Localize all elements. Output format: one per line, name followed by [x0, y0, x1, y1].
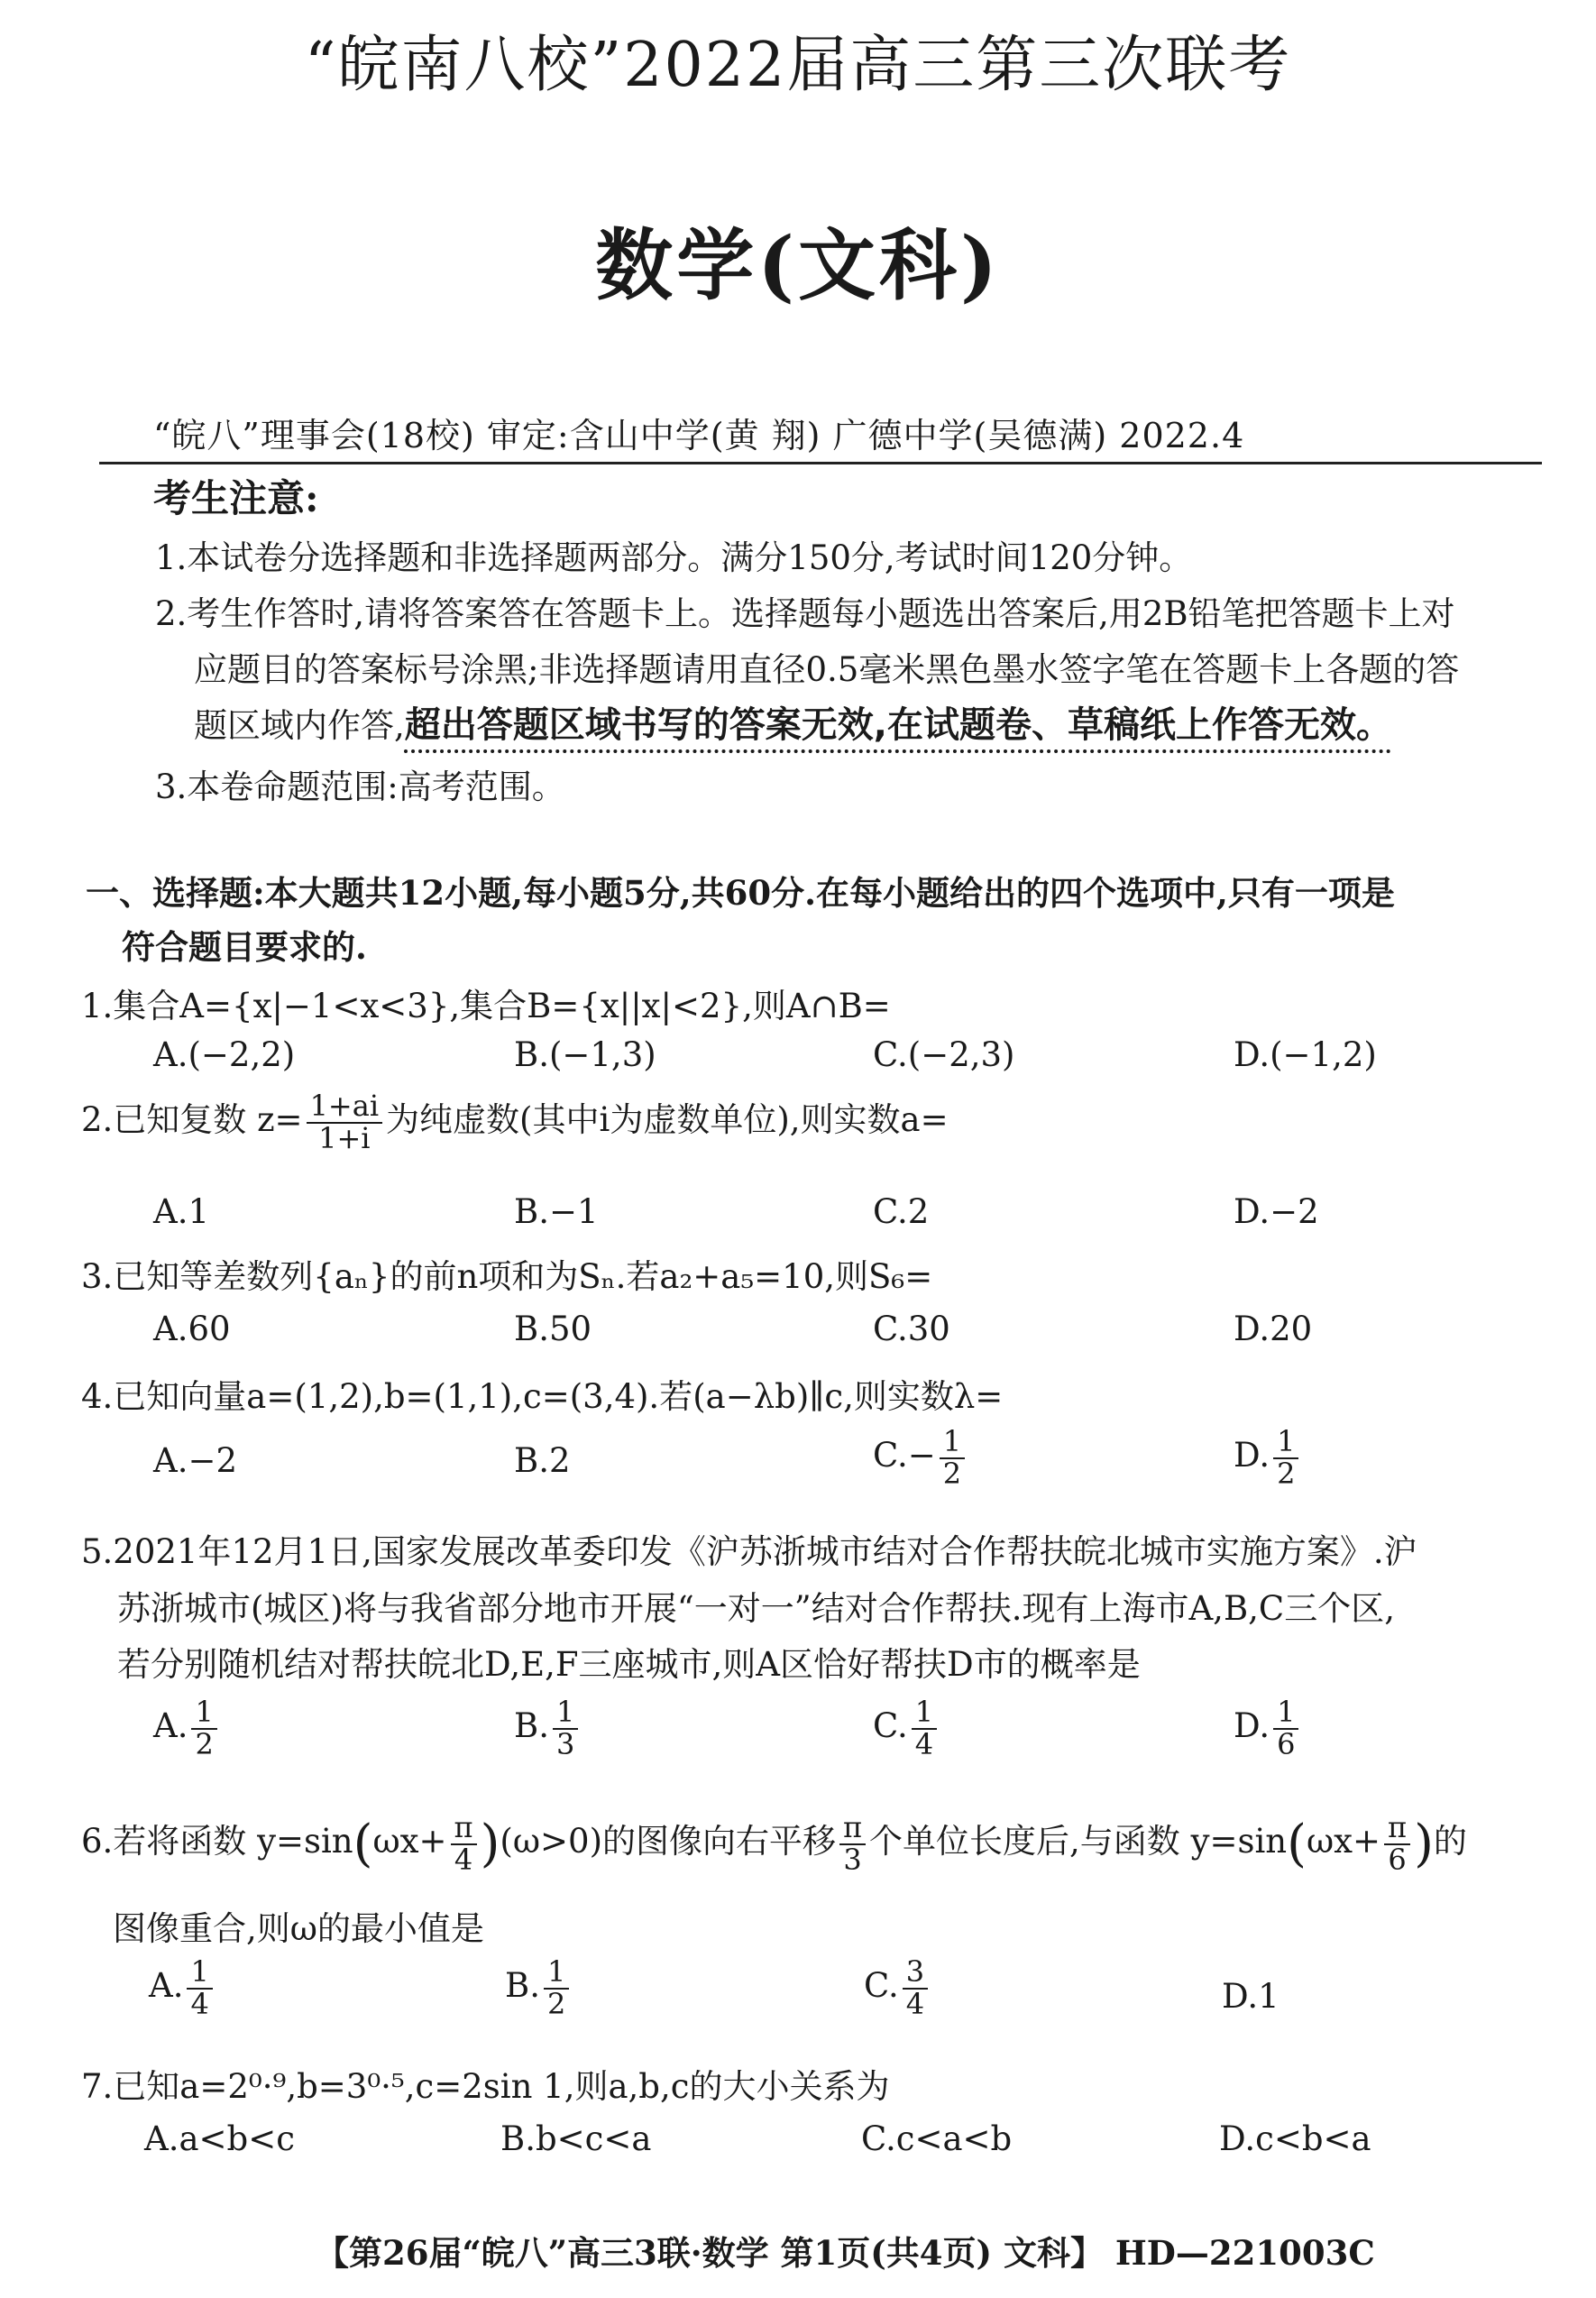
q5-option-a	[153, 1697, 221, 1760]
q5-option-b-label: B.	[514, 1706, 549, 1746]
q6-option-c	[864, 1954, 931, 2021]
q7-option-b: B.b<c<a	[500, 2119, 652, 2158]
header-rule	[99, 462, 1542, 464]
q6-option-a	[149, 1954, 216, 2021]
q6-option-b-denominator: 2	[546, 1986, 566, 2021]
q5-option-a-fraction	[191, 1697, 216, 1760]
notice-emphasis: 超出答题区域书写的答案无效,在试题卷、草稿纸上作答无效。	[404, 704, 1392, 746]
q2-stem-pre: 2.已知复数 z=	[81, 1100, 303, 1140]
q4-option-c-label: C.−	[873, 1436, 936, 1475]
q6-option-c-numerator: 3	[903, 1957, 928, 1990]
q5-option-c-numerator: 1	[912, 1697, 937, 1730]
q2-option-b: B.−1	[514, 1192, 599, 1231]
q4-option-d	[1234, 1424, 1302, 1491]
page-footer: 【第26届“皖八”高三3联·数学 第1页(共4页) 文科】 HD—221003C	[316, 2233, 1375, 2273]
q6-stem-part2: ωx+	[372, 1822, 447, 1861]
q2-option-d: D.−2	[1234, 1192, 1319, 1231]
q6-fraction-2-denominator: 3	[843, 1842, 862, 1877]
q6-option-a-label: A.	[149, 1966, 184, 2006]
q5-option-c-denominator: 4	[914, 1726, 934, 1761]
q6-option-c-denominator: 4	[905, 1986, 925, 2021]
q4-option-c-denominator: 2	[942, 1456, 962, 1491]
q4-option-c-numerator: 1	[940, 1427, 965, 1459]
notice-heading: 考生注意:	[153, 476, 319, 520]
q6-close-paren-2: )	[1414, 1815, 1434, 1874]
exam-subject: 数学(文科)	[595, 220, 1001, 311]
notice-item-1: 1.本试卷分选择题和非选择题两部分。满分150分,考试时间120分钟。	[155, 538, 1193, 577]
q6-fraction-1-denominator: 4	[454, 1842, 473, 1877]
q4-option-d-denominator: 2	[1277, 1456, 1296, 1491]
q7-option-d: D.c<b<a	[1219, 2119, 1371, 2158]
q6-open-paren-1: (	[353, 1815, 373, 1874]
q2-fraction-denominator: 1+i	[318, 1120, 371, 1155]
q6-option-c-label: C.	[864, 1966, 899, 2006]
notice-item-3: 3.本卷命题范围:高考范围。	[155, 768, 565, 806]
q6-fraction-3-denominator: 6	[1388, 1842, 1407, 1877]
q6-open-paren-2: (	[1287, 1815, 1307, 1874]
q7-option-a: A.a<b<c	[144, 2119, 295, 2158]
q2-stem	[81, 1091, 949, 1154]
q6-stem-part1: 6.若将函数 y=sin	[81, 1822, 353, 1861]
q6-line2: 图像重合,则ω的最小值是	[113, 1909, 484, 1948]
q5-option-d	[1234, 1697, 1302, 1760]
q6-option-b-label: B.	[505, 1966, 540, 2006]
q7-stem: 7.已知a=2⁰·⁹,b=3⁰·⁵,c=2sin 1,则a,b,c的大小关系为	[81, 2067, 890, 2106]
q5-option-a-numerator: 1	[191, 1697, 216, 1730]
q6-fraction-2	[839, 1810, 866, 1877]
q4-stem: 4.已知向量a=(1,2),b=(1,1),c=(3,4).若(a−λb)∥c,则实数λ=	[81, 1377, 1004, 1416]
q5-line3: 若分别随机结对帮扶皖北D,E,F三座城市,则A区恰好帮扶D市的概率是	[117, 1645, 1141, 1684]
exam-title: “皖南八校”2022届高三第三次联考	[304, 30, 1292, 101]
q3-stem: 3.已知等差数列{aₙ}的前n项和为Sₙ.若a₂+a₅=10,则S₆=	[81, 1257, 933, 1296]
q2-stem-post: 为纯虚数(其中i为虚数单位),则实数a=	[386, 1100, 949, 1140]
q6-close-paren-1: )	[480, 1815, 500, 1874]
q1-option-c: C.(−2,3)	[873, 1035, 1015, 1074]
q6-option-d: D.1	[1222, 1977, 1280, 2016]
notice-item-2b: 应题目的答案标号涂黑;非选择题请用直径0.5毫米黑色墨水签字笔在答题卡上各题的答	[194, 650, 1460, 689]
q5-option-a-denominator: 2	[195, 1726, 214, 1761]
q5-option-d-numerator: 1	[1273, 1697, 1298, 1730]
q6-option-a-fraction	[187, 1954, 212, 2021]
section-heading-line1: 一、选择题:本大题共12小题,每小题5分,共60分.在每小题给出的四个选项中,只有一项是	[86, 873, 1395, 913]
q5-option-b	[514, 1697, 582, 1760]
notice-item-2c	[194, 696, 1392, 748]
q4-option-c	[873, 1424, 968, 1491]
q6-stem-part5: ωx+	[1306, 1822, 1381, 1861]
q6-stem	[81, 1810, 1467, 1877]
q4-option-b: B.2	[514, 1441, 571, 1480]
q6-fraction-2-numerator: π	[839, 1813, 866, 1845]
q5-option-c	[873, 1697, 940, 1760]
q6-option-c-fraction	[903, 1954, 928, 2021]
q5-line1: 5.2021年12月1日,国家发展改革委印发《沪苏浙城市结对合作帮扶皖北城市实施方案》.沪	[81, 1532, 1417, 1571]
q6-stem-part6: 的	[1433, 1822, 1467, 1861]
q6-fraction-3	[1384, 1810, 1410, 1877]
q7-option-c: C.c<a<b	[861, 2119, 1013, 2158]
q6-stem-part3: (ω>0)的图像向右平移	[500, 1822, 837, 1861]
q6-option-a-numerator: 1	[187, 1957, 212, 1990]
q5-option-d-fraction	[1273, 1697, 1298, 1760]
notice-item-2a: 2.考生作答时,请将答案答在答题卡上。选择题每小题选出答案后,用2B铅笔把答题卡上对	[155, 594, 1455, 633]
q4-option-c-fraction	[940, 1424, 965, 1491]
q6-fraction-1	[451, 1810, 477, 1877]
q4-option-d-fraction	[1273, 1424, 1298, 1491]
q5-option-b-denominator: 3	[555, 1726, 575, 1761]
q5-option-c-label: C.	[873, 1706, 908, 1746]
q5-option-b-numerator: 1	[553, 1697, 578, 1730]
section-heading-line2: 符合题目要求的.	[122, 927, 367, 967]
q4-option-d-numerator: 1	[1273, 1427, 1298, 1459]
q1-stem: 1.集合A={x|−1<x<3},集合B={x||x|<2},则A∩B=	[81, 987, 891, 1025]
q6-option-b-fraction	[544, 1954, 569, 2021]
q3-option-c: C.30	[873, 1310, 950, 1348]
q4-option-d-label: D.	[1234, 1436, 1270, 1475]
q5-option-b-fraction	[553, 1697, 578, 1760]
q1-option-d: D.(−1,2)	[1234, 1035, 1377, 1074]
q5-option-d-label: D.	[1234, 1706, 1270, 1746]
q1-option-b: B.(−1,3)	[514, 1035, 656, 1074]
exam-meta: “皖八”理事会(18校) 审定:含山中学(黄 翔) 广德中学(吴德满) 2022.4	[153, 416, 1245, 455]
q5-option-c-fraction	[912, 1697, 937, 1760]
q6-fraction-3-numerator: π	[1384, 1813, 1410, 1845]
q2-fraction-numerator: 1+ai	[307, 1091, 382, 1124]
q3-option-a: A.60	[153, 1310, 231, 1348]
notice-item-2c-text: 题区域内作答,	[194, 706, 405, 745]
q2-fraction	[307, 1091, 382, 1154]
q5-line2: 苏浙城市(城区)将与我省部分地市开展“一对一”结对合作帮扶.现有上海市A,B,C三个区,	[117, 1589, 1395, 1628]
q6-option-b-numerator: 1	[544, 1957, 569, 1990]
q3-option-d: D.20	[1234, 1310, 1313, 1348]
q3-option-b: B.50	[514, 1310, 592, 1348]
q6-fraction-1-numerator: π	[451, 1813, 477, 1845]
q5-option-d-denominator: 6	[1277, 1726, 1296, 1761]
q5-option-a-label: A.	[153, 1706, 188, 1746]
q6-option-a-denominator: 4	[190, 1986, 209, 2021]
q2-option-a: A.1	[153, 1192, 210, 1231]
q2-option-c: C.2	[873, 1192, 930, 1231]
q6-option-b	[505, 1954, 573, 2021]
q4-option-a: A.−2	[153, 1441, 238, 1480]
q1-option-a: A.(−2,2)	[153, 1035, 296, 1074]
q6-stem-part4: 个单位长度后,与函数 y=sin	[869, 1822, 1288, 1861]
